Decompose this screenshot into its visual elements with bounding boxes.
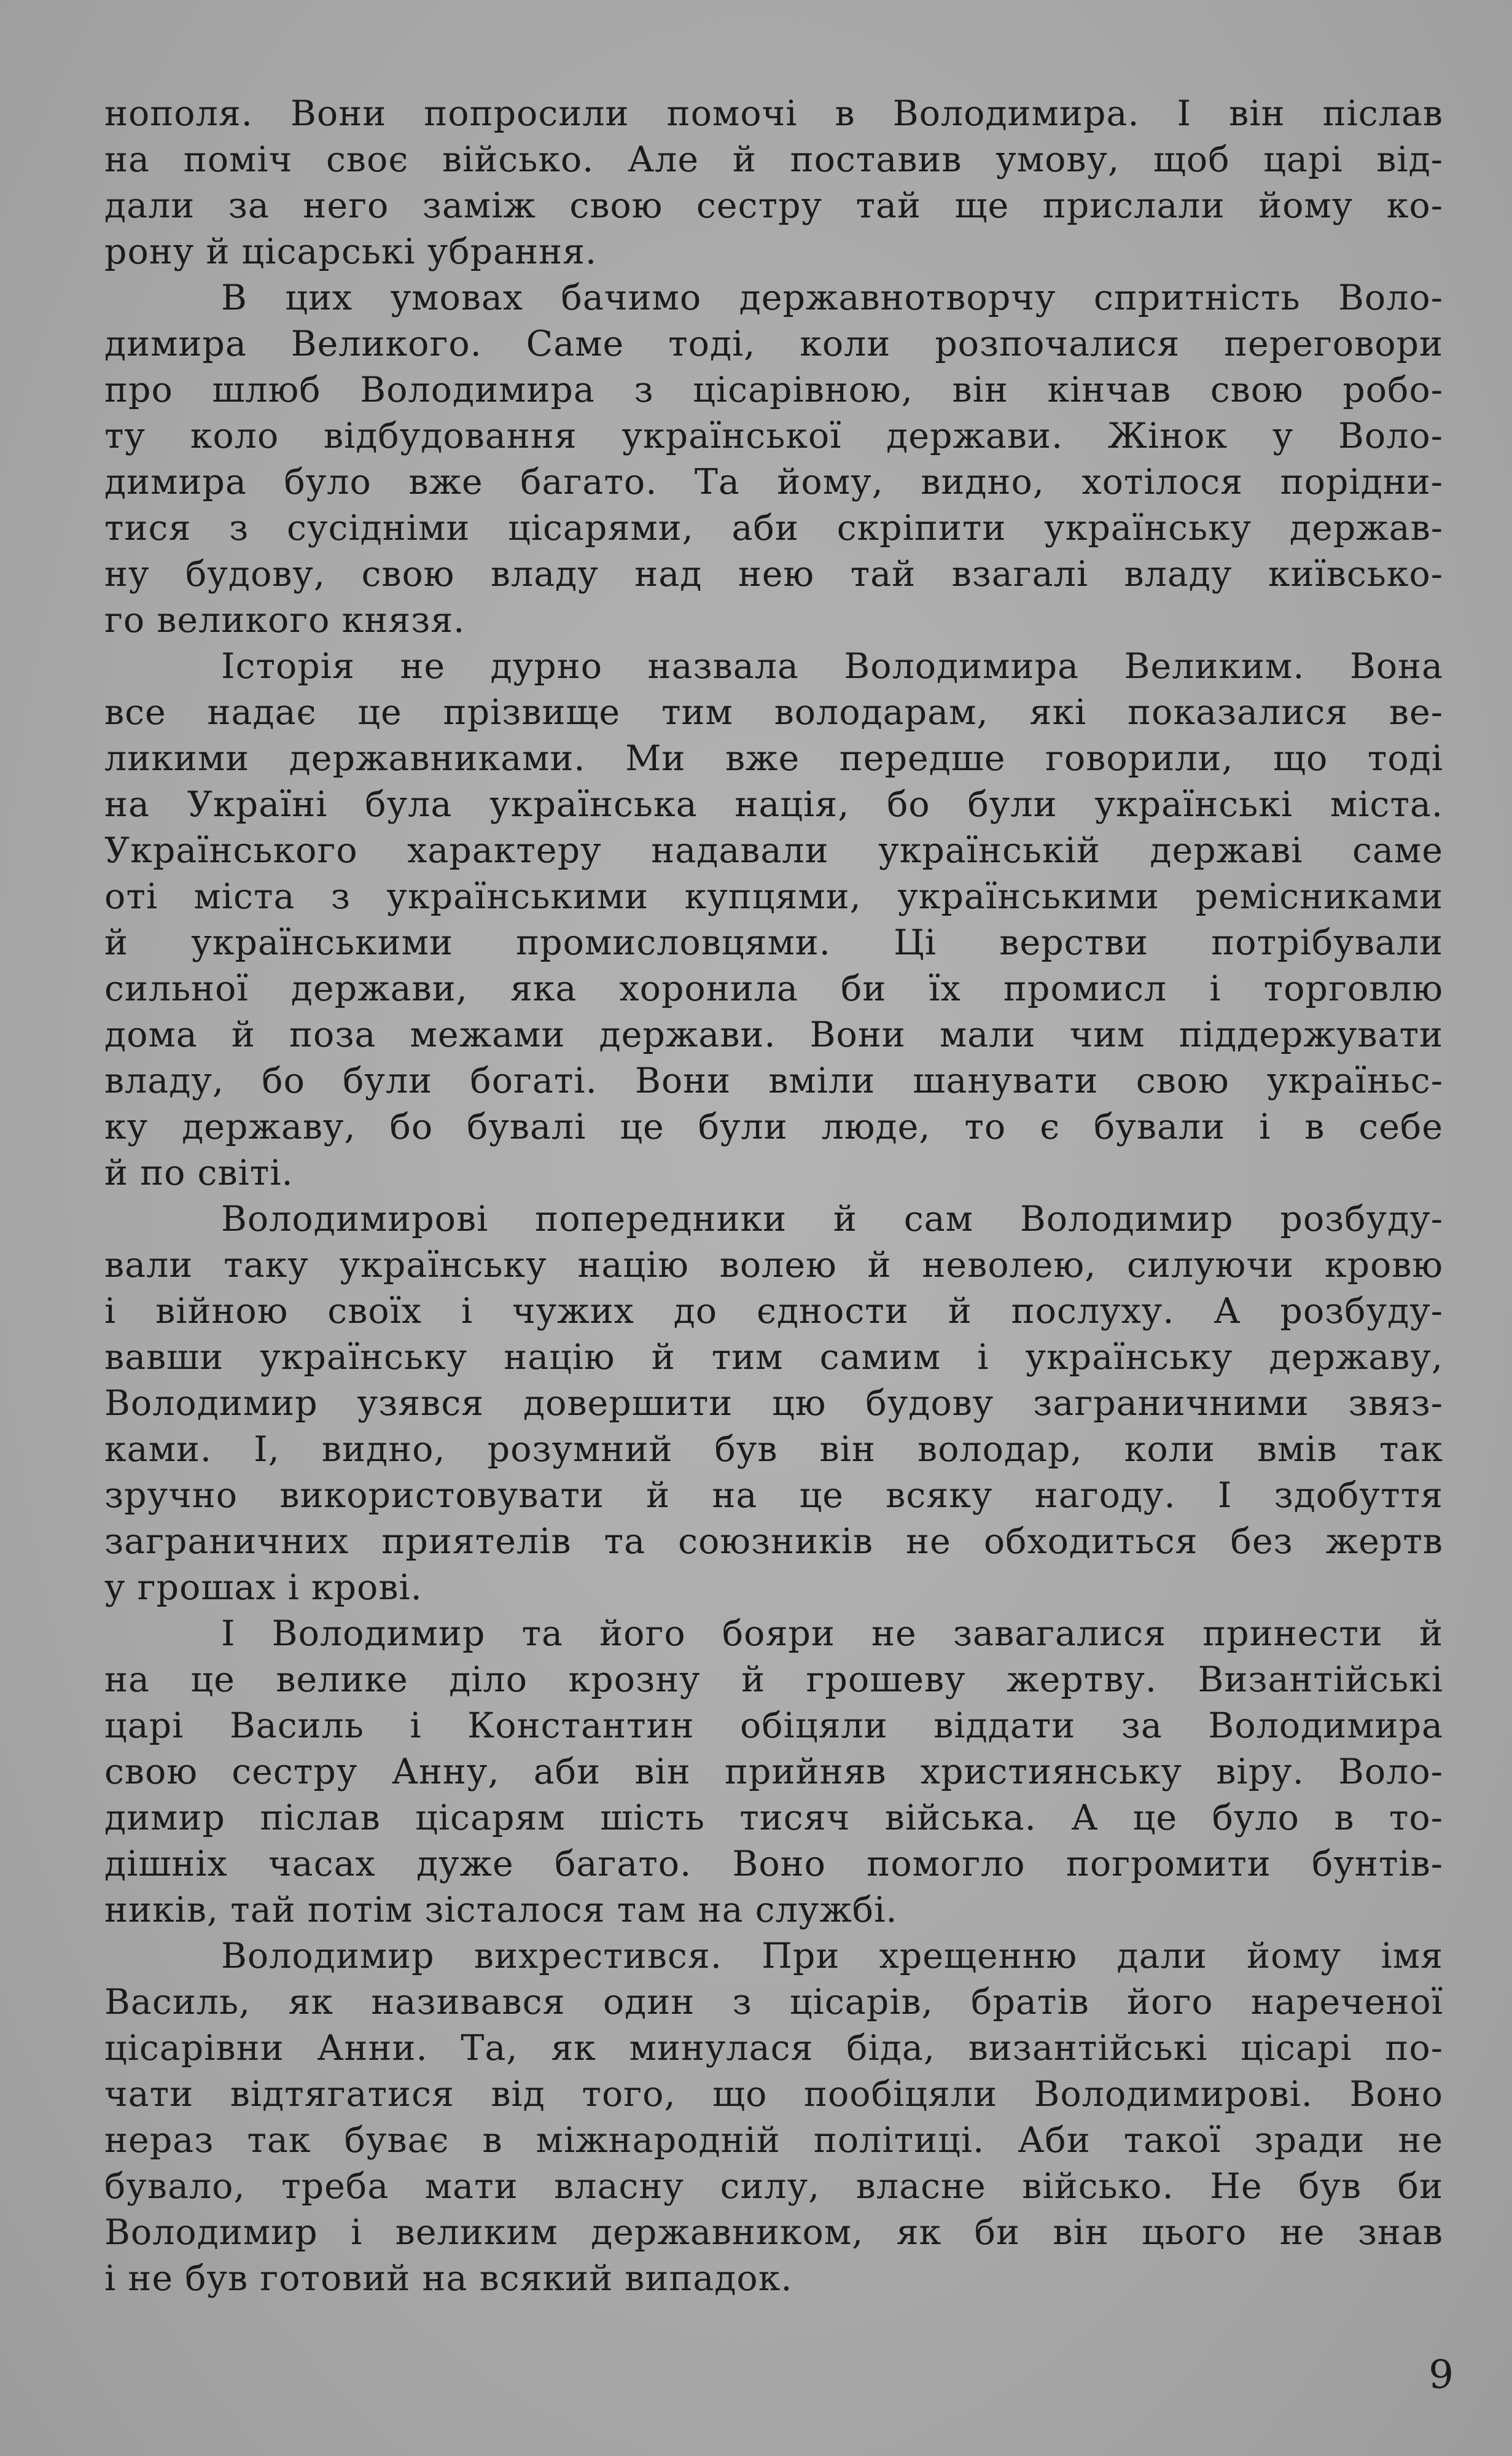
text-line: зручно використовувати й на це всяку нагоду. І здобуття <box>104 1475 1443 1516</box>
text-line: го великого князя. <box>104 600 466 641</box>
text-line: рону й цісарські убрання. <box>104 232 598 272</box>
text-line: димир післав цісарям шість тисяч війська. А це було в то- <box>104 1798 1443 1838</box>
page-number: 9 <box>1428 2352 1454 2398</box>
paragraph <box>104 1196 1443 1611</box>
text-line: ту коло відбудовання української держави. Жінок у Воло- <box>104 416 1443 456</box>
paragraph <box>104 91 1443 275</box>
paragraph <box>104 275 1443 644</box>
text-line: бувало, треба мати власну силу, власне військо. Не був би <box>104 2166 1443 2207</box>
text-line: дішніх часах дуже багато. Воно помогло погромити бунтів- <box>104 1844 1443 1884</box>
text-line: на Україні була українська нація, бо були українські міста. <box>104 784 1443 825</box>
text-line: Василь, як називався один з цісарів, братів його нареченої <box>104 1982 1443 2022</box>
text-line: заграничних приятелів та союзників не обходиться без жертв <box>104 1521 1443 1562</box>
text-line: у грошах і крові. <box>104 1567 423 1608</box>
text-line: Володимир вихрестився. При хрещенню дали йому імя <box>221 1936 1443 1976</box>
text-line: на поміч своє військо. Але й поставив умову, щоб царі від- <box>104 139 1443 180</box>
paragraph <box>104 1933 1443 2302</box>
text-line: дали за него заміж свою сестру тай ще прислали йому ко- <box>104 185 1443 226</box>
text-line: ками. І, видно, розумний був він володар, коли вмів так <box>104 1429 1443 1470</box>
text-line: В цих умовах бачимо державнотворчу спритність Воло- <box>221 278 1443 318</box>
text-line: владу, бо були богаті. Вони вміли шанувати свою україньс- <box>104 1061 1443 1101</box>
text-line: ників, тай потім зісталося там на службі. <box>104 1890 898 1930</box>
text-line: Історія не дурно назвала Володимира Великим. Вона <box>221 646 1443 687</box>
text-line: про шлюб Володимира з цісарівною, він кінчав свою робо- <box>104 370 1443 410</box>
text-line: все надає це прізвище тим володарам, які показалися ве- <box>104 692 1443 733</box>
text-line: вали таку українську націю волею й неволею, силуючи кровю <box>104 1245 1443 1285</box>
text-line: нераз так буває в міжнародній політиці. Аби такої зради не <box>104 2120 1443 2161</box>
paragraph <box>104 644 1443 1196</box>
text-line: й по світі. <box>104 1153 294 1193</box>
text-line: дома й поза межами держави. Вони мали чим піддержувати <box>104 1015 1443 1055</box>
text-line: і війною своїх і чужих до єдности й послуху. А розбуду- <box>104 1291 1443 1331</box>
text-line: І Володимир та його бояри не завагалися принести й <box>221 1613 1443 1654</box>
text-line: димира Великого. Саме тоді, коли розпочалися переговори <box>104 324 1443 364</box>
text-line: царі Василь і Константин обіцяли віддати за Володимира <box>104 1706 1443 1746</box>
text-line: вавши українську націю й тим самим і українську державу, <box>104 1337 1443 1378</box>
body-text <box>104 91 1443 2302</box>
text-line: на це велике діло крозну й грошеву жертву. Византійські <box>104 1659 1443 1700</box>
text-line: свою сестру Анну, аби він прийняв християнську віру. Воло- <box>104 1752 1443 1792</box>
text-line: ну будову, свою владу над нею тай взагалі владу київсько- <box>104 554 1443 595</box>
text-line: сильної держави, яка хоронила би їх промисл і торговлю <box>104 969 1443 1009</box>
text-line: чати відтягатися від того, що пообіцяли Володимирові. Воно <box>104 2074 1443 2115</box>
text-line: Володимирові попередники й сам Володимир розбуду- <box>221 1199 1443 1239</box>
text-line: Українського характеру надавали українській державі саме <box>104 830 1443 871</box>
text-line: нополя. Вони попросили помочі в Володимира. І він післав <box>104 93 1443 134</box>
text-line: ликими державниками. Ми вже передше говорили, що тоді <box>104 738 1443 779</box>
text-line: цісарівни Анни. Та, як минулася біда, византійські цісарі по- <box>104 2028 1443 2068</box>
text-line: Володимир узявся довершити цю будову заграничними звяз- <box>104 1383 1443 1424</box>
text-line: й українськими промисловцями. Ці верстви потрібували <box>104 922 1443 963</box>
paragraph <box>104 1611 1443 1933</box>
text-line: і не був готовий на всякий випадок. <box>104 2258 793 2299</box>
text-line: ку державу, бо бувалі це були люде, то є бували і в себе <box>104 1107 1443 1147</box>
text-line: тися з сусідніми цісарями, аби скріпити українську держав- <box>104 508 1443 548</box>
text-line: димира було вже багато. Та йому, видно, хотілося порідни- <box>104 462 1443 502</box>
text-line: оті міста з українськими купцями, українськими ремісниками <box>104 876 1443 917</box>
text-line: Володимир і великим державником, як би він цього не знав <box>104 2212 1443 2253</box>
